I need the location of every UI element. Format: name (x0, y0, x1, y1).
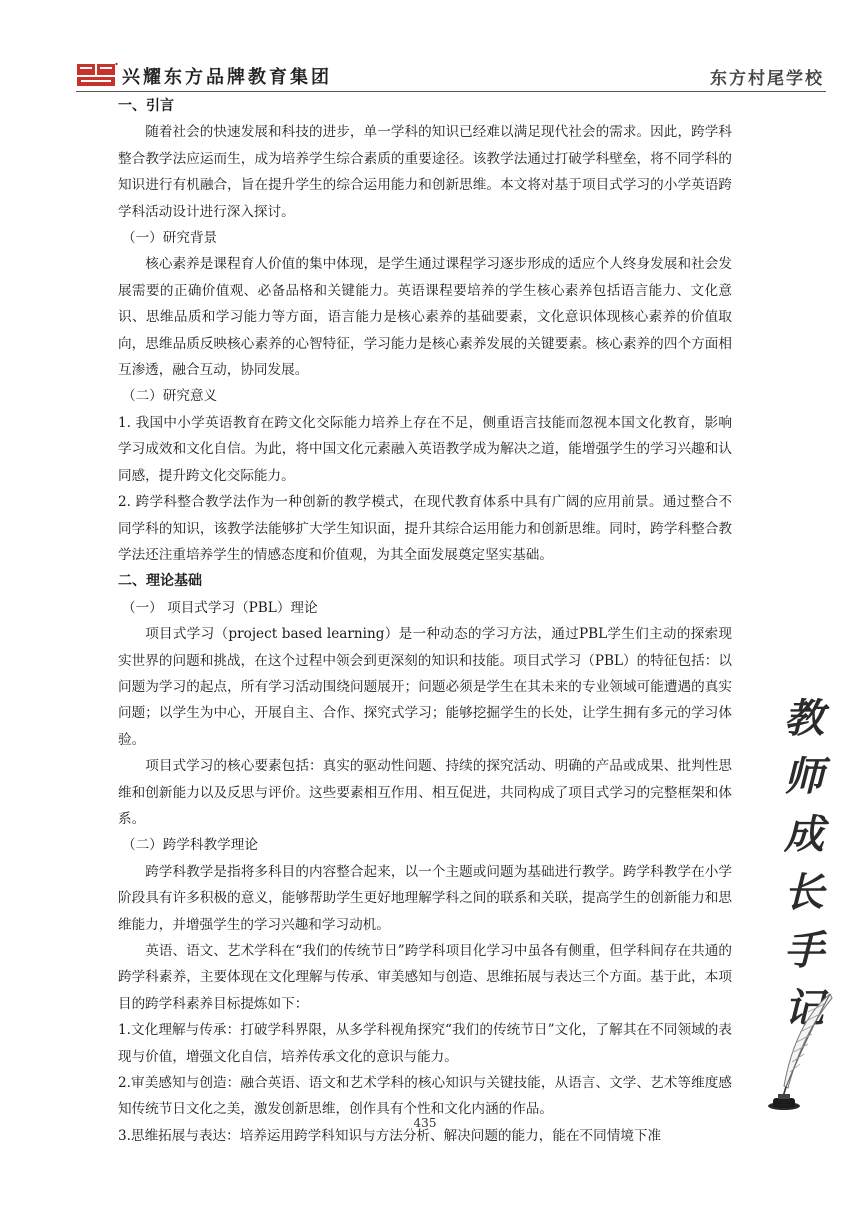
calligraphy-char: 手 (784, 927, 824, 974)
calligraphy-char: 记 (784, 985, 824, 1032)
list-item: 1.文化理解与传承：打破学科界限，从多学科视角探究“我们的传统节日”文化，了解其在不同领域的表现与价值，增强文化自信，培养传承文化的意识与能力。 (118, 1022, 732, 1065)
paragraph: 项目式学习（project based learning）是一种动态的学习方法，通过PBL学生们主动的探索现实世界的问题和挑战，在这个过程中领会到更深刻的知识和技能。项目式学习（PBL）的特征包括：以问题为学习的起点，所有学习活动围绕问题展开；问题必须是学生在其未来的专业领域可能遭遇的真实问题；以学生为中心，开展自主、合作、探究式学习；能够挖掘学生的长处，让学生拥有多元的学习体验。 (118, 626, 732, 748)
paragraph: 随着社会的快速发展和科技的进步，单一学科的知识已经难以满足现代社会的需求。因此，跨学科整合教学法应运而生，成为培养学生综合素质的重要途径。该教学法通过打破学科壁垒，将不同学科的知识进行有机融合，旨在提升学生的综合运用能力和创新思维。本文将对基于项目式学习的小学英语跨学科活动设计进行深入探讨。 (118, 124, 732, 220)
header-divider (76, 91, 826, 92)
quill-inkwell-icon (764, 990, 836, 1120)
numbered-paragraph: 2. 跨学科整合教学法作为一种创新的教学模式，在现代教育体系中具有广阔的应用前景。通过整合不同学科的知识，该教学法能够扩大学生知识面，提升其综合运用能力和创新思维。同时，跨学科整合教学法还注重培养学生的情感态度和价值观，为其全面发展奠定坚实基础。 (118, 494, 732, 563)
paragraph: 项目式学习的核心要素包括：真实的驱动性问题、持续的探究活动、明确的产品或成果、批判性思维和创新能力以及反思与评价。这些要素相互作用、相互促进，共同构成了项目式学习的完整框架和体系。 (118, 758, 732, 827)
list-item: 3.思维拓展与表达：培养运用跨学科知识与方法分析、解决问题的能力，能在不同情境下准 (118, 1127, 662, 1144)
eastern-group-logo-icon (76, 62, 118, 88)
calligraphy-char: 长 (784, 869, 824, 916)
calligraphy-char: 教 (784, 695, 824, 742)
brand-name: 兴耀东方品牌教育集团 (122, 67, 332, 88)
section-heading-intro: 一、引言 (118, 98, 174, 114)
school-name: 东方村尾学校 (710, 69, 824, 89)
list-item: 2.审美感知与创造：融合英语、语文和艺术学科的核心知识与关键技能，从语言、文学、艺术等维度感知传统节日文化之美，激发创新思维，创作具有个性和文化内涵的作品。 (118, 1075, 732, 1118)
side-calligraphy-title (774, 690, 834, 1038)
subsection-heading-pbl: （一） 项目式学习（PBL）理论 (122, 599, 318, 616)
subsection-heading-significance: （二）研究意义 (122, 388, 218, 405)
article-body (118, 93, 732, 1149)
page-number: 435 (413, 1116, 437, 1130)
paragraph: 英语、语文、艺术学科在“我们的传统节日”跨学科项目化学习中虽各有侧重，但学科间存在共通的跨学科素养，主要体现在文化理解与传承、审美感知与创造、思维拓展与表达三个方面。基于此，本项目的跨学科素养目标提炼如下： (118, 943, 732, 1012)
paragraph: 跨学科教学是指将多科目的内容整合起来，以一个主题或问题为基础进行教学。跨学科教学在小学阶段具有许多积极的意义，能够帮助学生更好地理解学科之间的联系和关联，提高学生的创新能力和思维能力，并增强学生的学习兴趣和学习动机。 (118, 863, 732, 933)
subsection-heading-background: （一）研究背景 (122, 230, 218, 247)
numbered-paragraph: 1. 我国中小学英语教育在跨文化交际能力培养上存在不足，侧重语言技能而忽视本国文化教育，影响学习成效和文化自信。为此，将中国文化元素融入英语教学成为解决之道，能增强学生的学习兴趣和认同感，提升跨文化交际能力。 (118, 414, 732, 484)
calligraphy-char: 成 (784, 811, 824, 858)
calligraphy-char: 师 (784, 753, 824, 800)
paragraph: 核心素养是课程育人价值的集中体现，是学生通过课程学习逐步形成的适应个人终身发展和社会发展需要的正确价值观、必备品格和关键能力。英语课程要培养的学生核心素养包括语言能力、文化意识、思维品质和学习能力等方面，语言能力是核心素养的基础要素，文化意识体现核心素养的价值取向，思维品质反映核心素养的心智特征，学习能力是核心素养发展的关键要素。核心素养的四个方面相互渗透，融合互动，协同发展。 (118, 256, 732, 379)
section-heading-theory: 二、理论基础 (118, 573, 202, 590)
page-header (0, 0, 850, 92)
subsection-heading-interdisciplinary: （二）跨学科教学理论 (122, 837, 258, 854)
